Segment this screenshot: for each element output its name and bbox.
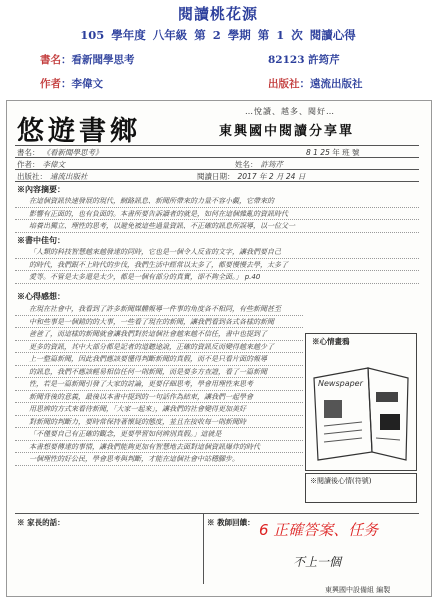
book-field-value: 《看新聞學思考》 (42, 148, 103, 157)
divider (15, 157, 419, 158)
handwritten-line: 影響有正面的，也有負面的。本書所要告訴讀者的就是，如何在這個雜亂的資訊時代 (15, 208, 419, 221)
quote-label: ※書中佳句： (17, 235, 65, 245)
parent-comment-label: ※ 家長的話： (17, 518, 65, 527)
handwritten-line: 新聞背後的意義，最後以本書中提到的一句話作為結束，讓我們一起學會 (15, 391, 303, 404)
book-meta (40, 52, 135, 67)
teacher-feedback-label: ※ 教師回饋： (207, 518, 255, 527)
handwritten-line: 「人類的科技智慧越來越發達的同時，它也是一個令人反省的文字，讓我們要自己 (15, 246, 419, 259)
date-field-value: 2017 年 2 月 24 日 (237, 172, 306, 181)
handwritten-line: 中和些事是一個錯的的大事，一些看了現在的新聞，讓我們看到各式各樣的新聞 (15, 316, 303, 329)
author-field-value: 李偉文 (42, 160, 65, 169)
divider (15, 145, 419, 146)
content-summary-lines (15, 195, 419, 233)
divider (15, 181, 419, 182)
worksheet-title: 東興國中閱讀分享單 (219, 124, 355, 139)
handwritten-line: 在現在社會中，我看到了許多新聞媒體報導一件事的角度各不相同，有些新聞甚至 (15, 303, 303, 316)
author-label: 作者 (40, 78, 61, 90)
handwritten-line: 對新聞的判斷力，要時常保持著懷疑的態度，並且在接收每一則新聞時 (15, 416, 303, 429)
class-field-value: 8 1 25 (306, 148, 330, 157)
document-title: 閱讀桃花源 (177, 5, 258, 23)
newspaper-word: Newspaper (318, 379, 363, 388)
publisher-field-label: 出版社： (17, 172, 47, 181)
student-meta: 82123 許筠芹 (268, 54, 340, 66)
handwritten-line: 「不僅要自己有正確的觀念，更要學習如何辨別真假。」這就是 (15, 428, 303, 441)
publisher-label: 出版社 (268, 78, 300, 90)
document-header (0, 0, 436, 96)
teacher-grade-note: 不上一個 (293, 555, 342, 569)
divider (15, 169, 419, 170)
document-subtitle: 105 學年度 八年級 第 2 學期 第 1 次 閱讀心得 (80, 28, 356, 42)
worksheet-scan (6, 100, 432, 597)
handwritten-line: 愛等。不管是太多還是太少，都是一個有部分的真實，卻不夠全面。」 p.40 (15, 271, 419, 284)
quote-lines (15, 246, 419, 284)
handwritten-line: 性，若是一篇新聞引發了大家的討論，更要仔細思考，學會用理性來思考 (15, 378, 303, 391)
mood-drawing-box (305, 333, 417, 471)
handwritten-line: 培養出獨立、理性的思考，以避免被這些過量資訊、不正確的訊息所誤導，以一位父一 (15, 220, 419, 233)
name-field-value: 許筠芹 (260, 160, 283, 169)
book-field-label: 書名： (17, 148, 40, 157)
handwritten-line: 本書想要傳達的事情，讓我們能夠更加有智慧地去面對這個資訊爆炸的時代 (15, 441, 303, 454)
author-field-label: 作者： (17, 160, 40, 169)
publisher-field-value: 遠流出版社 (50, 172, 88, 181)
newspaper-drawing (306, 348, 416, 468)
handwritten-line: 爸爸了，而這樣的新聞就會讓我們對於這個社會越來越不信任，書中也提到了 (15, 328, 303, 341)
publisher-value: ：遠流出版社 (299, 78, 363, 90)
comment-divider (203, 514, 204, 584)
handwritten-line: 的訊息，我們不應該輕易相信任何一則新聞，而是要多方查證，看了一篇新聞 (15, 366, 303, 379)
author-meta (40, 76, 103, 91)
handwritten-line: 的時代，我們跟不上時代的步伐，我們生活中經常以太多了，都要慢慢去學，太多了 (15, 259, 419, 272)
handwritten-line: 上一整篇新聞，因此我們應該要懂得判斷新聞的真假，而不是只看片面的報導 (15, 353, 303, 366)
handwritten-line: 用思辨的方式來看待新聞，「大家一起來」，讓我們的社會變得更加美好 (15, 403, 303, 416)
publisher-meta (268, 76, 363, 91)
handwritten-line: 在這個資訊快速發展的現代，網路訊息、新聞所帶來的力量不容小覷，它帶來的 (15, 195, 419, 208)
worksheet-brand: 悠遊書鄉 (17, 116, 141, 147)
feeling-label: ※心得感想： (17, 291, 65, 301)
book-value: ：看新聞學思考 (61, 54, 135, 66)
handwritten-line: 更多的資訊，其中大部分都是記者的道聽途說，正確的資訊反而變得越來越少了 (15, 341, 303, 354)
content-summary-label: ※內容摘要： (17, 184, 65, 194)
class-field-label: 年 班 號 (332, 148, 360, 157)
feeling-lines (15, 303, 303, 466)
mood-symbol-box (305, 473, 417, 503)
mood-drawing-label: ※心情畫鴉 (312, 337, 350, 346)
author-value: ：李偉文 (61, 78, 103, 90)
name-field-label: 姓名： (235, 160, 258, 169)
book-label: 書名 (40, 54, 61, 66)
handwritten-line: 一個理性的好公民，學會思考與判斷，才能在這個社會中站穩腳步。 (15, 453, 303, 466)
worksheet-slogan: …悅讀、越多、閱好… (245, 107, 335, 116)
worksheet-footer: 東興國中設備組 編製 (325, 586, 391, 594)
teacher-grade-mark: 6 正確答案、任务 (259, 521, 379, 539)
mood-symbol-label: ※閱讀後心情(符號) (310, 477, 372, 485)
date-field-label: 閱讀日期： (197, 172, 235, 181)
